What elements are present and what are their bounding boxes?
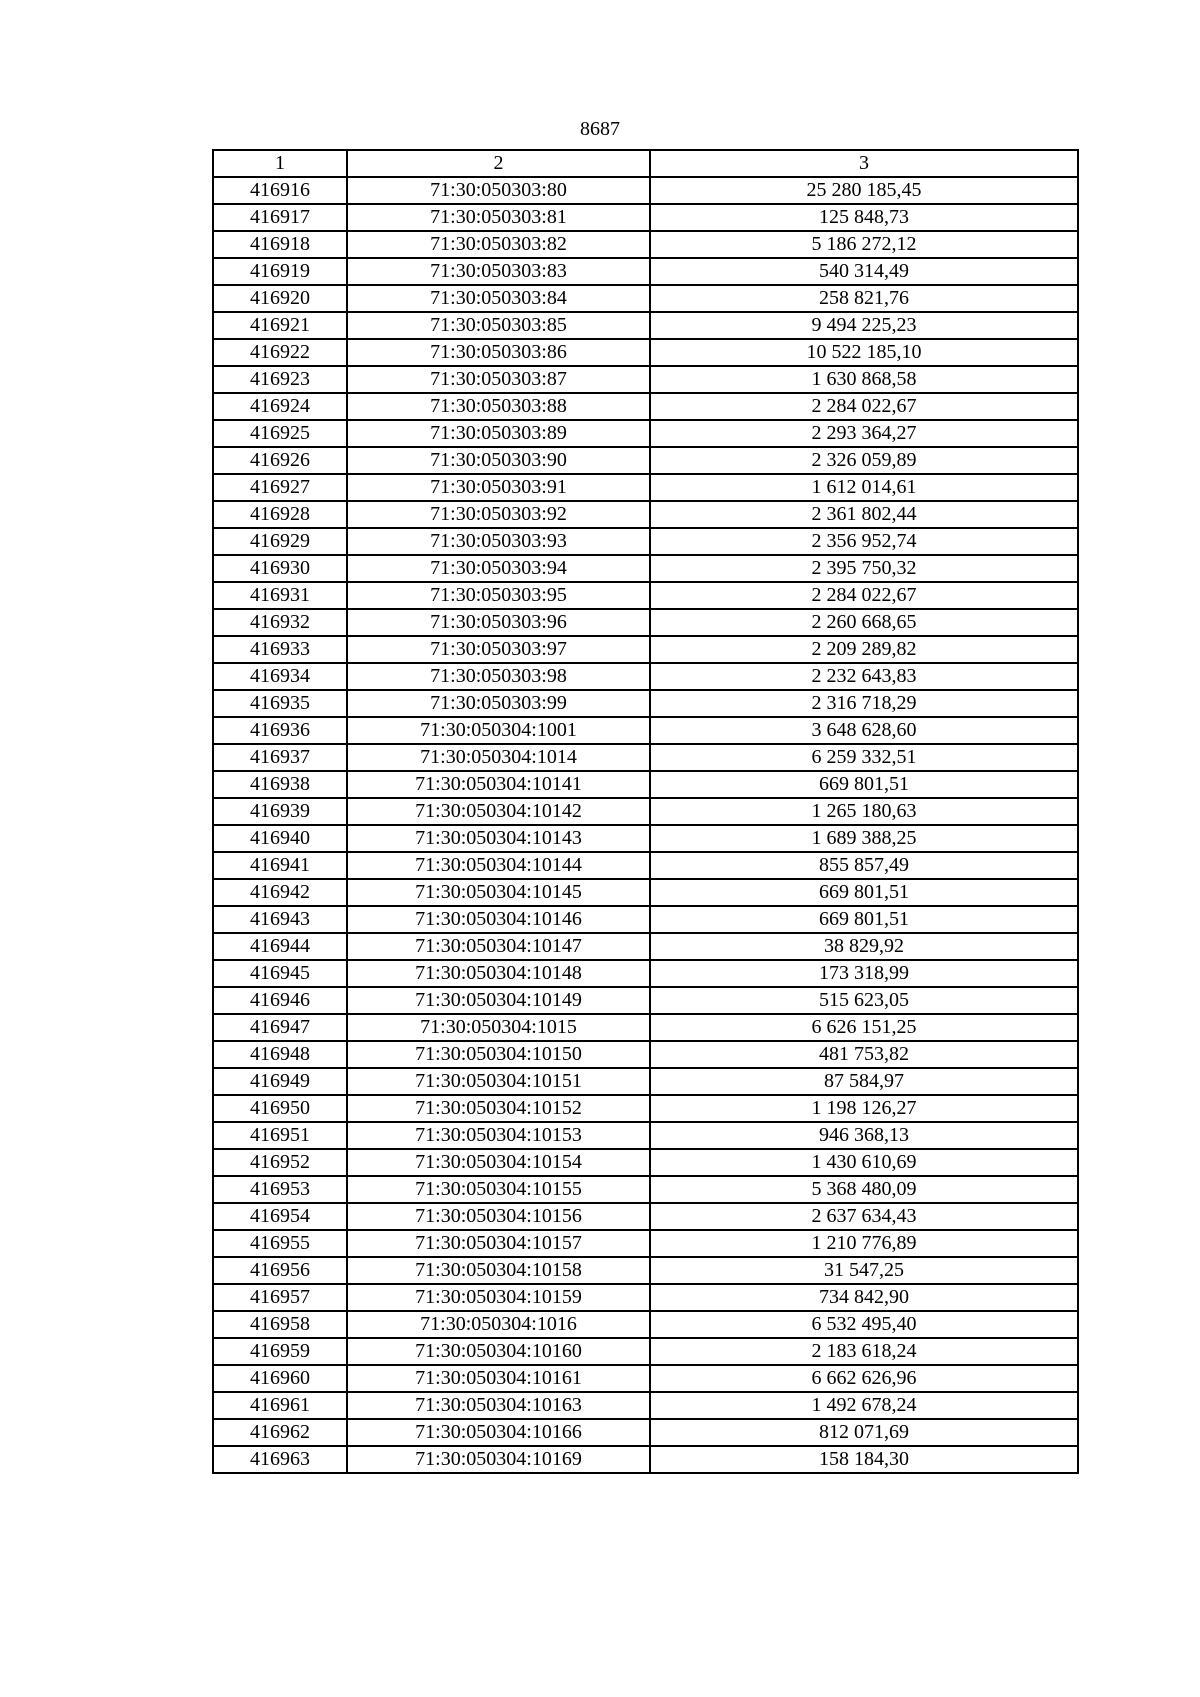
table-row (213, 393, 1078, 420)
cadastral-number-cell: 71:30:050303:99 (347, 690, 650, 717)
value-cell: 173 318,99 (650, 960, 1078, 987)
table-row (213, 1338, 1078, 1365)
table-row (213, 501, 1078, 528)
cadastral-number-cell: 71:30:050304:1014 (347, 744, 650, 771)
cadastral-number-cell: 71:30:050303:94 (347, 555, 650, 582)
cadastral-number-cell: 71:30:050304:10148 (347, 960, 650, 987)
value-cell: 1 612 014,61 (650, 474, 1078, 501)
cadastral-number-cell: 71:30:050304:10150 (347, 1041, 650, 1068)
value-cell: 25 280 185,45 (650, 177, 1078, 204)
row-number-cell: 416958 (213, 1311, 347, 1338)
table-row (213, 1095, 1078, 1122)
table-row (213, 258, 1078, 285)
cadastral-number-cell: 71:30:050303:97 (347, 636, 650, 663)
table-row (213, 879, 1078, 906)
value-cell: 38 829,92 (650, 933, 1078, 960)
row-number-cell: 416961 (213, 1392, 347, 1419)
value-cell: 10 522 185,10 (650, 339, 1078, 366)
row-number-cell: 416938 (213, 771, 347, 798)
value-cell: 87 584,97 (650, 1068, 1078, 1095)
cadastral-number-cell: 71:30:050304:10156 (347, 1203, 650, 1230)
table-row (213, 933, 1078, 960)
value-cell: 2 326 059,89 (650, 447, 1078, 474)
row-number-cell: 416929 (213, 528, 347, 555)
column-header-3: 3 (650, 150, 1078, 177)
row-number-cell: 416942 (213, 879, 347, 906)
cadastral-number-cell: 71:30:050304:10160 (347, 1338, 650, 1365)
value-cell: 258 821,76 (650, 285, 1078, 312)
cadastral-number-cell: 71:30:050304:10145 (347, 879, 650, 906)
table-row (213, 528, 1078, 555)
row-number-cell: 416960 (213, 1365, 347, 1392)
table-row (213, 744, 1078, 771)
row-number-cell: 416948 (213, 1041, 347, 1068)
row-number-cell: 416930 (213, 555, 347, 582)
table-row (213, 1365, 1078, 1392)
table-row (213, 474, 1078, 501)
value-cell: 125 848,73 (650, 204, 1078, 231)
table-row (213, 1203, 1078, 1230)
table-row (213, 1122, 1078, 1149)
table-row (213, 825, 1078, 852)
cadastral-number-cell: 71:30:050304:10143 (347, 825, 650, 852)
row-number-cell: 416963 (213, 1446, 347, 1473)
table-row (213, 447, 1078, 474)
cadastral-number-cell: 71:30:050304:10159 (347, 1284, 650, 1311)
row-number-cell: 416917 (213, 204, 347, 231)
row-number-cell: 416920 (213, 285, 347, 312)
cadastral-number-cell: 71:30:050303:91 (347, 474, 650, 501)
column-header-1: 1 (213, 150, 347, 177)
row-number-cell: 416959 (213, 1338, 347, 1365)
value-cell: 1 265 180,63 (650, 798, 1078, 825)
table-row (213, 1176, 1078, 1203)
row-number-cell: 416955 (213, 1230, 347, 1257)
row-number-cell: 416936 (213, 717, 347, 744)
cadastral-number-cell: 71:30:050304:10154 (347, 1149, 650, 1176)
row-number-cell: 416916 (213, 177, 347, 204)
cadastral-number-cell: 71:30:050304:10147 (347, 933, 650, 960)
table-row (213, 555, 1078, 582)
table-row (213, 960, 1078, 987)
cadastral-number-cell: 71:30:050303:90 (347, 447, 650, 474)
table-row (213, 1041, 1078, 1068)
table-row (213, 1230, 1078, 1257)
value-cell: 6 662 626,96 (650, 1365, 1078, 1392)
cadastral-number-cell: 71:30:050303:84 (347, 285, 650, 312)
row-number-cell: 416922 (213, 339, 347, 366)
value-cell: 158 184,30 (650, 1446, 1078, 1473)
value-cell: 1 430 610,69 (650, 1149, 1078, 1176)
row-number-cell: 416957 (213, 1284, 347, 1311)
row-number-cell: 416947 (213, 1014, 347, 1041)
table-row (213, 339, 1078, 366)
cadastral-number-cell: 71:30:050303:96 (347, 609, 650, 636)
cadastral-number-cell: 71:30:050304:10142 (347, 798, 650, 825)
table-row (213, 366, 1078, 393)
cadastral-number-cell: 71:30:050304:10161 (347, 1365, 650, 1392)
row-number-cell: 416943 (213, 906, 347, 933)
table-row (213, 987, 1078, 1014)
row-number-cell: 416951 (213, 1122, 347, 1149)
cadastral-number-cell: 71:30:050304:10149 (347, 987, 650, 1014)
value-cell: 2 209 289,82 (650, 636, 1078, 663)
header-row (213, 150, 1078, 177)
cadastral-number-cell: 71:30:050304:1016 (347, 1311, 650, 1338)
row-number-cell: 416939 (213, 798, 347, 825)
value-cell: 1 198 126,27 (650, 1095, 1078, 1122)
row-number-cell: 416923 (213, 366, 347, 393)
cadastral-number-cell: 71:30:050304:10151 (347, 1068, 650, 1095)
table-row (213, 717, 1078, 744)
row-number-cell: 416932 (213, 609, 347, 636)
cadastral-number-cell: 71:30:050303:93 (347, 528, 650, 555)
value-cell: 3 648 628,60 (650, 717, 1078, 744)
value-cell: 6 626 151,25 (650, 1014, 1078, 1041)
cadastral-number-cell: 71:30:050304:10141 (347, 771, 650, 798)
row-number-cell: 416941 (213, 852, 347, 879)
value-cell: 540 314,49 (650, 258, 1078, 285)
row-number-cell: 416918 (213, 231, 347, 258)
cadastral-number-cell: 71:30:050304:10155 (347, 1176, 650, 1203)
cadastral-number-cell: 71:30:050303:87 (347, 366, 650, 393)
row-number-cell: 416954 (213, 1203, 347, 1230)
row-number-cell: 416940 (213, 825, 347, 852)
row-number-cell: 416946 (213, 987, 347, 1014)
table-row (213, 1068, 1078, 1095)
value-cell: 5 186 272,12 (650, 231, 1078, 258)
value-cell: 2 395 750,32 (650, 555, 1078, 582)
row-number-cell: 416962 (213, 1419, 347, 1446)
table-row (213, 1392, 1078, 1419)
value-cell: 9 494 225,23 (650, 312, 1078, 339)
row-number-cell: 416928 (213, 501, 347, 528)
cadastral-number-cell: 71:30:050303:83 (347, 258, 650, 285)
table-row (213, 852, 1078, 879)
value-cell: 481 753,82 (650, 1041, 1078, 1068)
value-cell: 855 857,49 (650, 852, 1078, 879)
cadastral-number-cell: 71:30:050304:10158 (347, 1257, 650, 1284)
cadastral-number-cell: 71:30:050304:10166 (347, 1419, 650, 1446)
cadastral-number-cell: 71:30:050303:98 (347, 663, 650, 690)
row-number-cell: 416931 (213, 582, 347, 609)
table-row (213, 1149, 1078, 1176)
cadastral-number-cell: 71:30:050303:86 (347, 339, 650, 366)
table-row (213, 1311, 1078, 1338)
value-cell: 1 630 868,58 (650, 366, 1078, 393)
data-table (212, 149, 1079, 1474)
cadastral-number-cell: 71:30:050303:89 (347, 420, 650, 447)
cadastral-number-cell: 71:30:050303:88 (347, 393, 650, 420)
cadastral-number-cell: 71:30:050304:10153 (347, 1122, 650, 1149)
cadastral-number-cell: 71:30:050304:10152 (347, 1095, 650, 1122)
table-row (213, 177, 1078, 204)
table-row (213, 285, 1078, 312)
table-row (213, 771, 1078, 798)
row-number-cell: 416919 (213, 258, 347, 285)
cadastral-number-cell: 71:30:050303:80 (347, 177, 650, 204)
row-number-cell: 416935 (213, 690, 347, 717)
table-row (213, 582, 1078, 609)
cadastral-number-cell: 71:30:050304:10157 (347, 1230, 650, 1257)
cadastral-number-cell: 71:30:050303:85 (347, 312, 650, 339)
value-cell: 6 259 332,51 (650, 744, 1078, 771)
table-row (213, 906, 1078, 933)
column-header-2: 2 (347, 150, 650, 177)
cadastral-number-cell: 71:30:050303:82 (347, 231, 650, 258)
row-number-cell: 416927 (213, 474, 347, 501)
table-row (213, 663, 1078, 690)
value-cell: 669 801,51 (650, 906, 1078, 933)
value-cell: 2 316 718,29 (650, 690, 1078, 717)
row-number-cell: 416949 (213, 1068, 347, 1095)
value-cell: 2 637 634,43 (650, 1203, 1078, 1230)
value-cell: 6 532 495,40 (650, 1311, 1078, 1338)
row-number-cell: 416933 (213, 636, 347, 663)
cadastral-number-cell: 71:30:050304:10146 (347, 906, 650, 933)
cadastral-number-cell: 71:30:050303:81 (347, 204, 650, 231)
table-row (213, 1014, 1078, 1041)
table-row (213, 1446, 1078, 1473)
table-row (213, 636, 1078, 663)
value-cell: 669 801,51 (650, 879, 1078, 906)
value-cell: 515 623,05 (650, 987, 1078, 1014)
value-cell: 812 071,69 (650, 1419, 1078, 1446)
table-row (213, 312, 1078, 339)
row-number-cell: 416924 (213, 393, 347, 420)
cadastral-number-cell: 71:30:050304:1015 (347, 1014, 650, 1041)
table-row (213, 420, 1078, 447)
row-number-cell: 416945 (213, 960, 347, 987)
row-number-cell: 416926 (213, 447, 347, 474)
value-cell: 2 293 364,27 (650, 420, 1078, 447)
row-number-cell: 416956 (213, 1257, 347, 1284)
page-number: 8687 (580, 118, 620, 140)
table-row (213, 1419, 1078, 1446)
cadastral-number-cell: 71:30:050304:10144 (347, 852, 650, 879)
row-number-cell: 416953 (213, 1176, 347, 1203)
table-row (213, 1257, 1078, 1284)
value-cell: 5 368 480,09 (650, 1176, 1078, 1203)
value-cell: 31 547,25 (650, 1257, 1078, 1284)
table-row (213, 609, 1078, 636)
value-cell: 1 210 776,89 (650, 1230, 1078, 1257)
value-cell: 734 842,90 (650, 1284, 1078, 1311)
value-cell: 2 284 022,67 (650, 582, 1078, 609)
table-row (213, 798, 1078, 825)
cadastral-number-cell: 71:30:050304:10163 (347, 1392, 650, 1419)
table-row (213, 1284, 1078, 1311)
row-number-cell: 416921 (213, 312, 347, 339)
cadastral-number-cell: 71:30:050303:95 (347, 582, 650, 609)
row-number-cell: 416925 (213, 420, 347, 447)
value-cell: 1 492 678,24 (650, 1392, 1078, 1419)
row-number-cell: 416937 (213, 744, 347, 771)
value-cell: 669 801,51 (650, 771, 1078, 798)
row-number-cell: 416950 (213, 1095, 347, 1122)
table-header (213, 150, 1078, 177)
cadastral-number-cell: 71:30:050303:92 (347, 501, 650, 528)
row-number-cell: 416952 (213, 1149, 347, 1176)
value-cell: 2 356 952,74 (650, 528, 1078, 555)
value-cell: 1 689 388,25 (650, 825, 1078, 852)
row-number-cell: 416934 (213, 663, 347, 690)
table-body (213, 177, 1078, 1473)
value-cell: 946 368,13 (650, 1122, 1078, 1149)
value-cell: 2 260 668,65 (650, 609, 1078, 636)
value-cell: 2 183 618,24 (650, 1338, 1078, 1365)
table-row (213, 690, 1078, 717)
cadastral-number-cell: 71:30:050304:1001 (347, 717, 650, 744)
table-row (213, 204, 1078, 231)
cadastral-number-cell: 71:30:050304:10169 (347, 1446, 650, 1473)
value-cell: 2 232 643,83 (650, 663, 1078, 690)
row-number-cell: 416944 (213, 933, 347, 960)
value-cell: 2 284 022,67 (650, 393, 1078, 420)
value-cell: 2 361 802,44 (650, 501, 1078, 528)
table-row (213, 231, 1078, 258)
